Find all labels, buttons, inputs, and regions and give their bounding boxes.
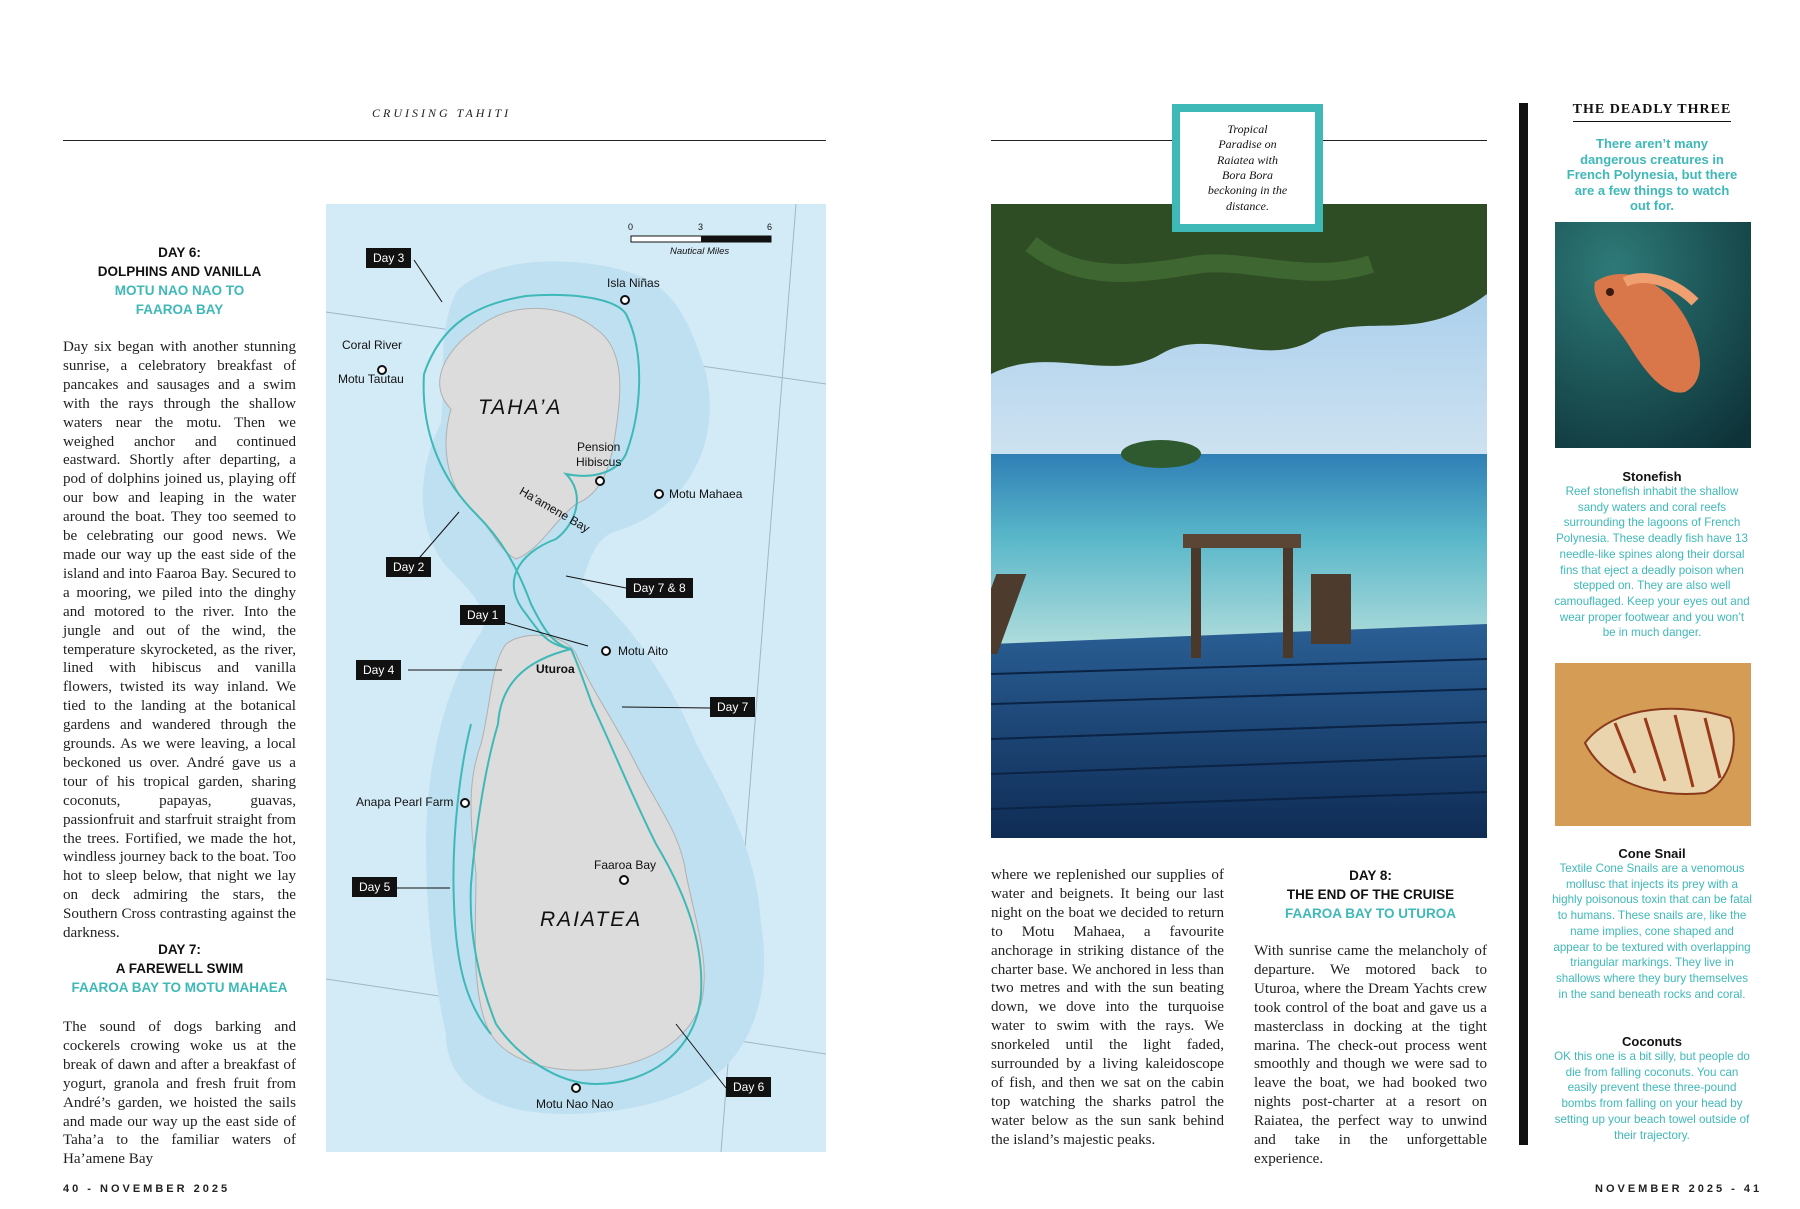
label-motu-nao-nao: Motu Nao Nao xyxy=(536,1097,614,1111)
scale-tick-0: 0 xyxy=(628,222,634,232)
label-motu-tautau: Motu Tautau xyxy=(338,372,404,386)
day7-heading: DAY 7: xyxy=(158,942,201,957)
label-motu-aito: Motu Aito xyxy=(618,644,669,658)
day-tag-5: Day 5 xyxy=(352,877,397,897)
label-coral-river: Coral River xyxy=(342,338,403,352)
route-map xyxy=(326,204,826,1152)
marker-motu-nao-nao xyxy=(572,1084,580,1092)
day8-section xyxy=(1254,866,1487,923)
marker-isla-ninas xyxy=(621,296,629,304)
coconuts-text: OK this one is a bit silly, but people do die from falling coconuts. You can easily prevent these three-pound bombs from falling on your head by setting up your beach towel outside of their trajectory. xyxy=(1554,1050,1750,1142)
marker-faaroa-bay xyxy=(620,876,628,884)
cone-snail-text: Textile Cone Snails are a venomous mollusc that injects its prey with a highly poisonous toxin that can be fatal to humans. These snails are, like the name implies, cone shaped and appear to be textured with overlapping triangular markings. They live in shallows where they bury themselves in the sand beneath rocks and coral. xyxy=(1552,862,1752,1001)
day7-title: A FAREWELL SWIM xyxy=(115,961,244,976)
day-tag-4: Day 4 xyxy=(356,660,401,680)
cone-snail-name: Cone Snail xyxy=(1618,846,1686,861)
folio-right: NOVEMBER 2025 - 41 xyxy=(1595,1183,1763,1195)
cone-snail-entry xyxy=(1549,846,1755,1002)
coconuts-entry xyxy=(1549,1034,1755,1143)
scale-bar-fill xyxy=(701,236,771,242)
day-tag-7-8: Day 7 & 8 xyxy=(626,578,693,598)
day-tag-3: Day 3 xyxy=(366,248,411,268)
day-tag-1: Day 1 xyxy=(460,605,505,625)
day7-continued-body: where we replenished our supplies of water and beignets. It being our last night on the boat we decided to return to Motu Mahaea, a favourite anchorage in striking distance of the charter base. We anchored in less than two metres and with the sun beating down, we dove into the turquoise water to swim with the rays. We snorkeled until the light faded, surrounded by a living kaleidoscope of fish, and then we sat on the cabin top watching the sharks patrol the water below as the sun sank behind the island’s majestic peaks. xyxy=(991,867,1224,1148)
stonefish-photo xyxy=(1555,222,1751,448)
day6-section xyxy=(63,243,296,319)
stonefish-graphic xyxy=(1555,222,1751,448)
scale-tick-3: 3 xyxy=(698,222,704,232)
marker-anapa-pearl-farm xyxy=(461,799,469,807)
scale-tick-6: 6 xyxy=(767,222,773,232)
marker-motu-aito xyxy=(602,647,610,655)
cone-snail-photo xyxy=(1555,663,1751,826)
label-uturoa: Uturoa xyxy=(536,662,575,676)
stonefish-entry xyxy=(1549,469,1755,641)
header-rule xyxy=(63,140,826,141)
day7-route: FAAROA BAY TO MOTU MAHAEA xyxy=(71,980,288,995)
label-faaroa-bay: Faaroa Bay xyxy=(594,858,657,872)
scale-label: Nautical Miles xyxy=(670,246,730,257)
day-tag-6: Day 6 xyxy=(726,1077,771,1097)
day8-route: FAAROA BAY TO UTUROA xyxy=(1284,906,1457,921)
label-pension-hibiscus: Pension Hibiscus xyxy=(576,440,622,469)
label-haamene-bay: Ha’amene Bay xyxy=(517,484,593,536)
sidebar-divider xyxy=(1519,103,1528,1145)
day8-heading: DAY 8: xyxy=(1349,868,1392,883)
stonefish-text: Reef stonefish inhabit the shallow sandy waters and coral reefs surrounding the lagoons of French Polynesia. These deadly fish have 13 needle-like spines along their dorsal fins that eject a deadly poison when stepped on. They are also well camouflaged. Keep your eyes out and wear proper footwear and you won’t be in much danger. xyxy=(1554,485,1750,640)
island-name-tahaa: TAHA’A xyxy=(478,396,563,419)
photo-caption: Tropical Paradise on Raiatea with Bora Bora beckoning in the distance. xyxy=(1207,121,1288,213)
day6-route-line2: FAAROA BAY xyxy=(135,302,224,317)
lagoon-photo-graphic xyxy=(991,204,1487,838)
marker-motu-mahaea xyxy=(655,490,663,498)
label-motu-mahaea: Motu Mahaea xyxy=(669,487,743,501)
lagoon-photo xyxy=(991,204,1487,838)
sidebar-deadly-three xyxy=(1549,100,1755,214)
day6-heading: DAY 6: xyxy=(158,245,201,260)
day6-route-line1: MOTU NAO NAO TO xyxy=(114,283,245,298)
day-tag-7: Day 7 xyxy=(710,697,755,717)
day8-title: THE END OF THE CRUISE xyxy=(1286,887,1455,902)
day7-section xyxy=(63,940,296,997)
callout-line-day3 xyxy=(414,260,442,302)
folio-left: 40 - NOVEMBER 2025 xyxy=(63,1183,231,1195)
label-isla-ninas: Isla Niñas xyxy=(607,276,660,290)
running-head: CRUISING TAHITI xyxy=(372,106,512,120)
day6-body: Day six began with another stunning sunrise, a celebratory breakfast of pancakes and sausages and a swim with the rays through the shallow waters near the motu. Then we weighed anchor and continued eastward. Shortly after departing, a pod of dolphins joined us, playing off our bow and leaping in the water around the boat. They too seemed to be celebrating our good news. We made our way up the east side of the island and into Faaroa Bay. Secured to a mooring, we piled into the dinghy and motored to the river. Into the jungle and out of the wind, the temperature skyrocketed, as the river, lined with hibiscus and vanilla flowers, twisted its way inland. We tied to the landing at the botanical gardens and wandered through the grounds. As we were leaving, a local beckoned us over. André gave us a tour of his tropical garden, sharing coconuts, papayas, guavas, passionfruit and starfruit straight from the trees. Fortified, we made the hot, windless journey back to the boat. Too hot to sleep below, that night we lay on deck admiring the stars, the Southern Cross contrasting against the darkness. xyxy=(63,339,296,942)
day6-title: DOLPHINS AND VANILLA xyxy=(97,264,262,279)
sidebar-intro: There aren’t many dangerous creatures in French Polynesia, but there are a few things to watch out for. xyxy=(1566,136,1738,213)
photo-caption-box xyxy=(1172,104,1323,232)
cone-snail-graphic xyxy=(1555,663,1751,826)
marker-pension-hibiscus xyxy=(596,477,604,485)
island-name-raiatea: RAIATEA xyxy=(540,908,643,931)
sidebar-title: THE DEADLY THREE xyxy=(1573,102,1732,122)
coconuts-name: Coconuts xyxy=(1622,1034,1682,1049)
day-tag-2: Day 2 xyxy=(386,557,431,577)
stonefish-name: Stonefish xyxy=(1622,469,1682,484)
day8-body: With sunrise came the melancholy of departure. We motored back to Uturoa, where the Dream Yachts crew took control of the boat and gave us a masterclass in docking at the tight marina. The check-out process went smoothly and though we were sad to leave the boat, we had booked two nights post-charter at a resort on Raiatea, the perfect way to unwind and take in the unforgettable experience. xyxy=(1254,943,1487,1167)
day7-body: The sound of dogs barking and cockerels crowing woke us at the break of dawn and after a breakfast of yogurt, granola and fresh fruit from André’s garden, we hoisted the sails and made our way up the east side of Taha’a to the familiar waters of Ha’amene Bay xyxy=(63,1019,296,1168)
label-anapa-pearl-farm: Anapa Pearl Farm xyxy=(356,795,454,809)
